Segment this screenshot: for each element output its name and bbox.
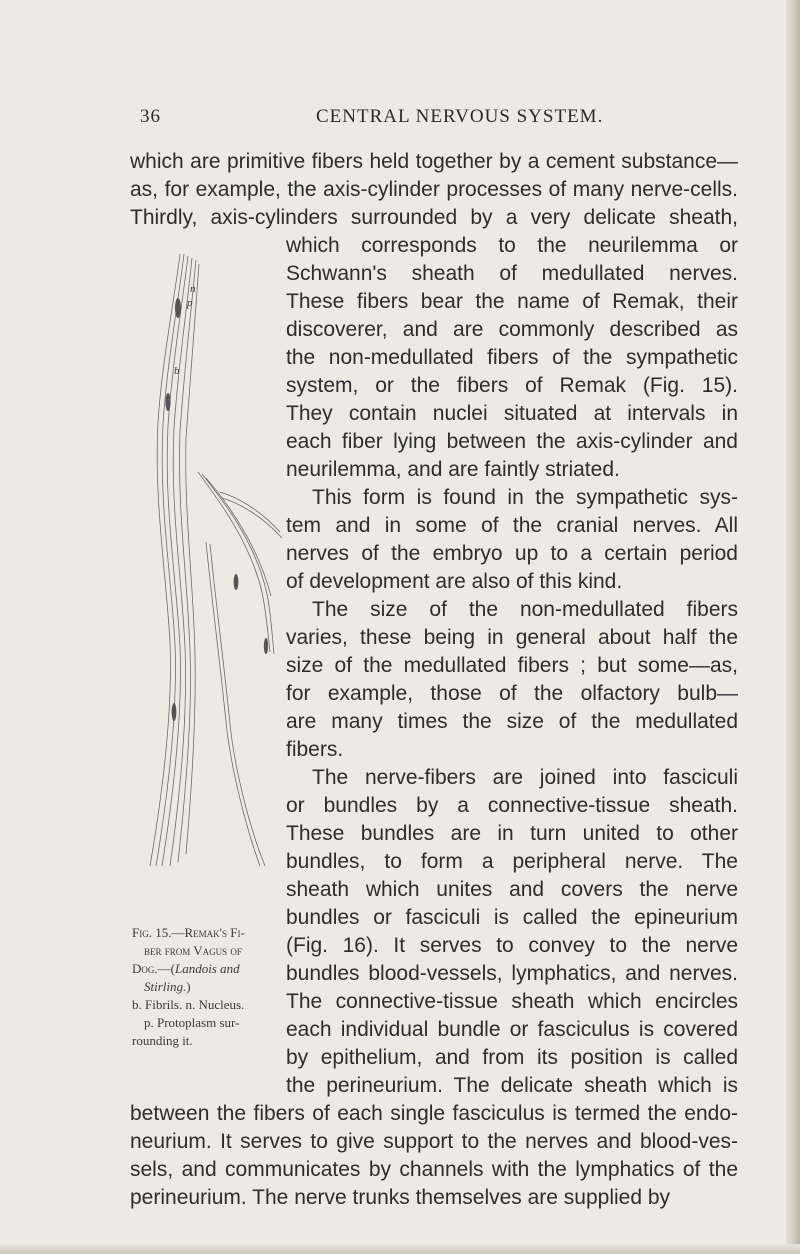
caption-source-close: ) <box>186 979 191 994</box>
text-line: bundles, to form a peripheral nerve. The <box>286 850 738 873</box>
text-line: of development are also of this kind. <box>286 570 623 593</box>
text-line: between the fibers of each single fasciculus is termed the endo- <box>130 1102 738 1125</box>
text-line: the perineurium. The delicate sheath which is <box>286 1074 738 1097</box>
caption-line: Fig. 15.—Remak's Fi- <box>132 925 245 940</box>
page-number: 36 <box>140 106 161 127</box>
text-line: (Fig. 16). It serves to convey to the nerve <box>286 934 738 957</box>
text-line: which are primitive fibers held together by a cement substance— <box>130 150 738 173</box>
text-line: sheath which unites and covers the nerve <box>286 878 738 901</box>
caption-key: b. Fibrils. n. Nucleus. <box>132 997 245 1012</box>
text-line: neurilemma, and are faintly striated. <box>286 458 620 481</box>
text-line: varies, these being in general about half the <box>286 626 738 649</box>
caption-line: ber from Vagus of <box>144 943 242 958</box>
text-line: for example, those of the olfactory bulb— <box>286 682 738 705</box>
text-line: each fiber lying between the axis-cylinder and <box>286 430 738 453</box>
caption-source-author: Stirling. <box>144 979 187 994</box>
page-edge-shadow <box>786 0 800 1254</box>
caption-source-prefix: Dog.—( <box>132 961 175 976</box>
figure-label-p: p <box>187 297 193 309</box>
text-line: bundles or fasciculi is called the epineurium <box>286 906 738 929</box>
page-bottom-edge <box>0 1244 800 1254</box>
caption-source-authors: Landois and <box>174 961 240 976</box>
caption-key: rounding it. <box>132 1033 193 1048</box>
text-line: This form is found in the sympathetic sys- <box>312 486 738 509</box>
caption-key: p. Protoplasm sur- <box>144 1015 240 1030</box>
text-line: neurium. It serves to give support to the nerves and blood-ves- <box>130 1130 738 1153</box>
text-line: The connective-tissue sheath which encircles <box>286 990 738 1013</box>
text-line: They contain nuclei situated at intervals in <box>286 402 738 425</box>
text-line: the non-medullated fibers of the sympathetic <box>286 346 738 369</box>
figure-label-n: n <box>190 283 196 295</box>
text-line: as, for example, the axis-cylinder processes of many nerve-cells. <box>130 178 738 201</box>
running-head: CENTRAL NERVOUS SYSTEM. <box>316 106 604 127</box>
text-line: which corresponds to the neurilemma or <box>286 234 738 257</box>
text-line: sels, and communicates by channels with the lymphatics of the <box>130 1158 738 1181</box>
text-line: perineurium. The nerve trunks themselves are supplied by <box>130 1186 671 1209</box>
text-line: These bundles are in turn united to other <box>286 822 738 845</box>
text-line: bundles blood-vessels, lymphatics, and nerves. <box>286 962 738 985</box>
caption-line <box>132 978 282 996</box>
text-line: are many times the size of the medullated <box>286 710 738 733</box>
text-line: or bundles by a connective-tissue sheath. <box>286 794 738 817</box>
text-line: discoverer, and are commonly described as <box>286 318 738 341</box>
text-line: system, or the fibers of Remak (Fig. 15). <box>286 374 738 397</box>
page-header <box>140 106 740 132</box>
text-line: each individual bundle or fasciculus is covered <box>286 1018 738 1041</box>
text-line: fibers. <box>286 738 344 761</box>
text-line: tem and in some of the cranial nerves. All <box>286 514 738 537</box>
figure-label-b: b <box>174 365 180 377</box>
text-line: by epithelium, and from its position is called <box>286 1046 738 1069</box>
text-line: These fibers bear the name of Remak, their <box>286 290 738 313</box>
text-line: The nerve-fibers are joined into fasciculi <box>312 766 738 789</box>
text-line: The size of the non-medullated fibers <box>312 598 738 621</box>
text-line: Schwann's sheath of medullated nerves. <box>286 262 738 285</box>
nerve-fiber-drawing <box>140 242 290 872</box>
figure-caption <box>132 924 282 1050</box>
caption-line <box>132 960 282 978</box>
nerve-fiber-illustration <box>140 242 290 872</box>
text-line: size of the medullated fibers ; but some—as, <box>286 654 738 677</box>
text-line: nerves of the embryo up to a certain period <box>286 542 738 565</box>
text-line: Thirdly, axis-cylinders surrounded by a very delicate sheath, <box>130 206 738 229</box>
